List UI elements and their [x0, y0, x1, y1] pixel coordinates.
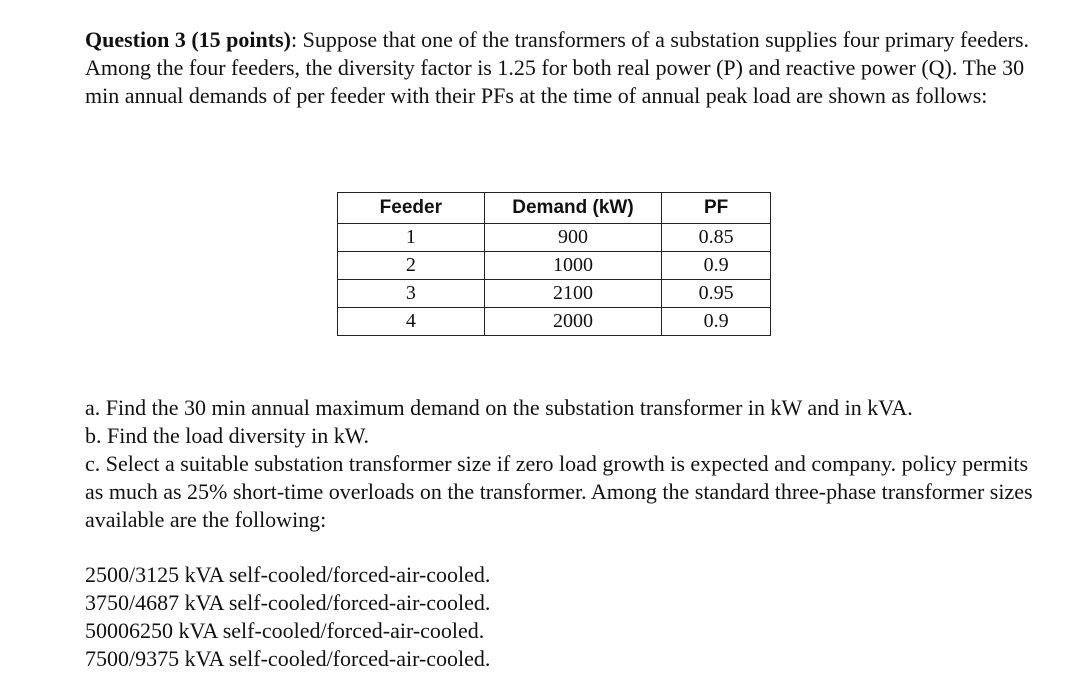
question-body: : Suppose that one of the transformers of a substation supplies four primary feeders. Among the four feeders, the diversity factor is 1.25 for both real power (P) and reactive power (Q). The 30 min annual demands of per feeder with their PFs at the time of annual peak load are shown as follows: [85, 27, 1030, 108]
part-b: b. Find the load diversity in kW. [85, 423, 369, 448]
header-feeder: Feeder [338, 193, 485, 224]
table-row [338, 252, 771, 280]
demand-cell: 2100 [484, 280, 662, 308]
transformer-size-list [85, 561, 785, 673]
feeder-cell: 3 [338, 280, 485, 308]
pf-cell: 0.85 [662, 224, 771, 252]
list-item: 2500/3125 kVA self-cooled/forced-air-cooled. [85, 562, 491, 587]
pf-cell: 0.95 [662, 280, 771, 308]
pf-cell: 0.9 [662, 308, 771, 336]
feeder-demand-table [337, 192, 771, 336]
list-item: 3750/4687 kVA self-cooled/forced-air-cooled. [85, 590, 491, 615]
list-item: 50006250 kVA self-cooled/forced-air-cooled. [85, 618, 485, 643]
question-title: Question 3 (15 points) [85, 27, 291, 52]
feeder-cell: 4 [338, 308, 485, 336]
demand-cell: 1000 [484, 252, 662, 280]
feeder-cell: 2 [338, 252, 485, 280]
header-pf: PF [662, 193, 771, 224]
question-parts [85, 394, 1045, 534]
pf-cell: 0.9 [662, 252, 771, 280]
table-row [338, 308, 771, 336]
table-header-row [338, 193, 771, 224]
demand-cell: 2000 [484, 308, 662, 336]
table-row [338, 224, 771, 252]
question-intro [85, 26, 1045, 110]
demand-cell: 900 [484, 224, 662, 252]
part-a: a. Find the 30 min annual maximum demand on the substation transformer in kW and in kVA. [85, 395, 913, 420]
header-demand: Demand (kW) [484, 193, 662, 224]
part-c: c. Select a suitable substation transformer size if zero load growth is expected and company. policy permits as much as 25% short-time overloads on the transformer. Among the standard three-phase transformer sizes available are the following: [85, 451, 1033, 532]
table-row [338, 280, 771, 308]
list-item: 7500/9375 kVA self-cooled/forced-air-cooled. [85, 646, 491, 671]
feeder-cell: 1 [338, 224, 485, 252]
